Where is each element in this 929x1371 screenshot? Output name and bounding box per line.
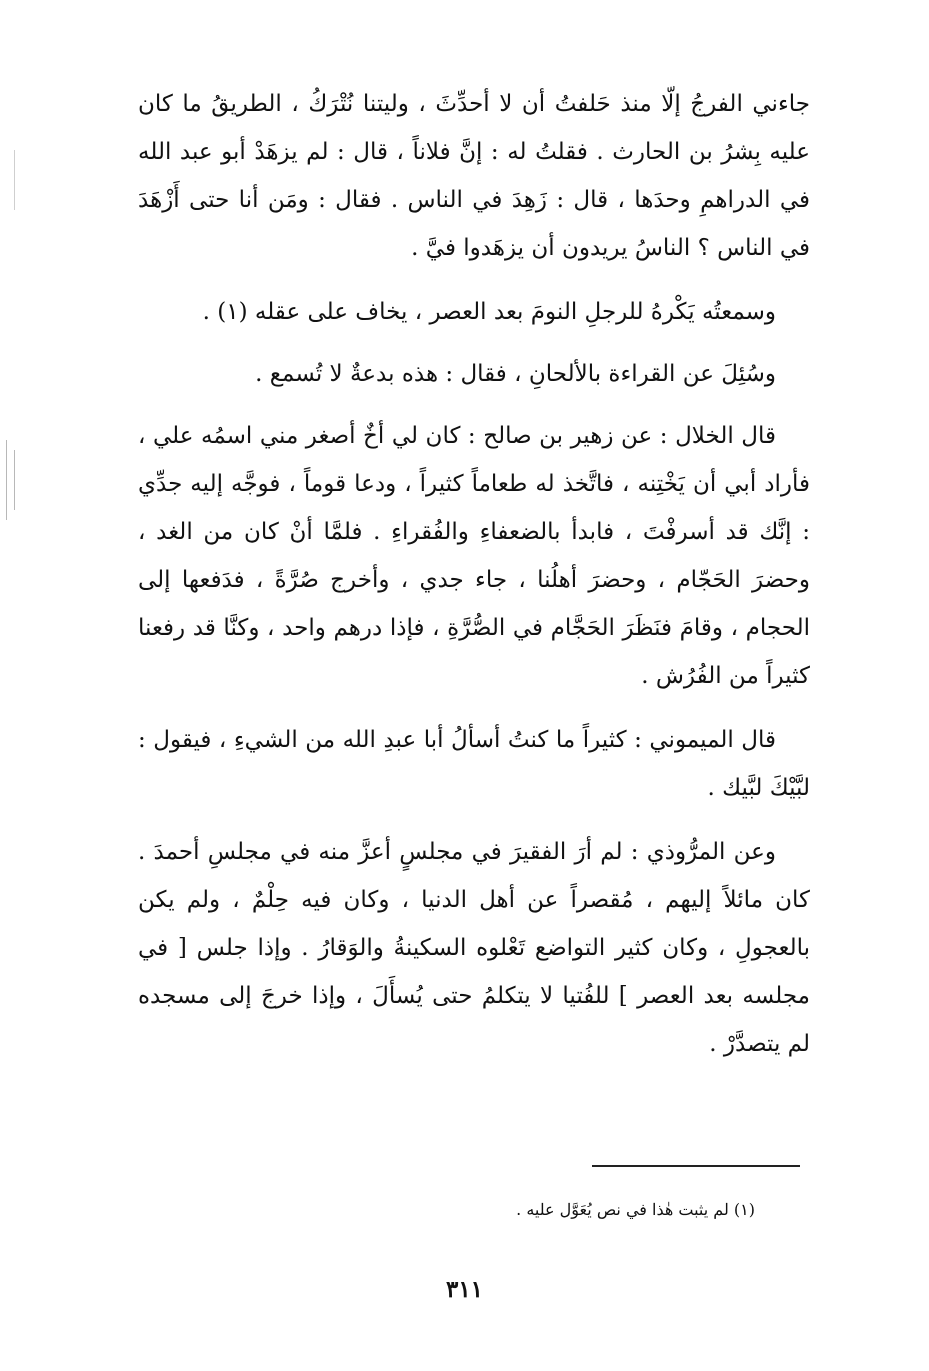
paragraph-khallal-circumcision: قال الخلال : عن زهير بن صالح : كان لي أخٌ أصغر مني اسمُه علي ، فأراد أبي أن يَخْتِنه ، فاتَّخذ له طعاماً كثيراً ، ودعا قوماً ، فوجَّه إليه جدِّي : إنَّك قد أسرفْتَ ، فابدأ بالضعفاءِ والفُقراءِ . فلمَّا أنْ كان من الغد ، وحضرَ الحَجّام ، وحضرَ أهلُنا ، جاء جدي ، وأخرج صُرَّةً ، فدَفعها إلى الحجام ، وقامَ فنَظَرَ الحَجَّام في الصُّرَّةِ ، فإذا درهم واحد ، وكنَّا قد رفعنا كثيراً من الفُرُش . xyxy=(138,423,810,689)
paragraph-zuhd: جاءني الفرجُ إلّا منذ حَلفتُ أن لا أحدِّثَ ، وليتنا نُتْرَكُ ، الطريقُ ما كان عليه بِشرُ بن الحارث . فقلتُ له : إنَّ فلاناً ، قال : لم يزهَدْ أبو عبد الله في الدراهمِ وحدَها ، قال : زَهِدَ في الناس . فقال : ومَن أنا حتى أَزْهَدَ في الناس ؟ الناسُ يريدون أن يزهَدوا فيَّ . xyxy=(138,91,810,261)
margin-scan-line xyxy=(14,450,15,510)
paragraph-recitation-melodies: وسُئِلَ عن القراءة بالألحانِ ، فقال : هذه بدعةٌ لا تُسمع . xyxy=(255,361,776,387)
main-text-block xyxy=(138,80,810,1084)
paragraph-sleep-after-asr: وسمعتُه يَكْرهُ للرجلِ النومَ بعد العصر ، يخاف على عقله (١) . xyxy=(202,299,776,325)
page-number: ٣١١ xyxy=(445,1276,484,1303)
footnote-separator xyxy=(592,1165,800,1167)
paragraph-marrudhi: وعن المرُّوذي : لم أرَ الفقيرَ في مجلسٍ أعزَّ منه في مجلسِ أحمدَ . كان مائلاً إليهم ، مُقصراً عن أهل الدنيا ، وكان فيه حِلْمٌ ، ولم يكن بالعجولِ ، وكان كثير التواضع تَعْلوه السكينةُ والوَقارُ . وإذا جلس [ في مجلسه بعد العصر ] للفُتيا لا يتكلمُ حتى يُسأَلَ ، وإذا خرجَ إلى مسجده لم يتصدَّرْ . xyxy=(138,839,810,1057)
paragraph-maymuni: قال الميموني : كثيراً ما كنتُ أسألُ أبا عبدِ الله من الشيءِ ، فيقول : لبَّيْكَ لبَّيك . xyxy=(138,727,810,801)
margin-scan-line xyxy=(6,440,7,520)
margin-scan-marks xyxy=(4,440,26,520)
footnote: (١) لم يثبت هٰذا في نص يُعَوَّل عليه . xyxy=(516,1200,755,1219)
margin-scan-mark xyxy=(14,150,15,210)
